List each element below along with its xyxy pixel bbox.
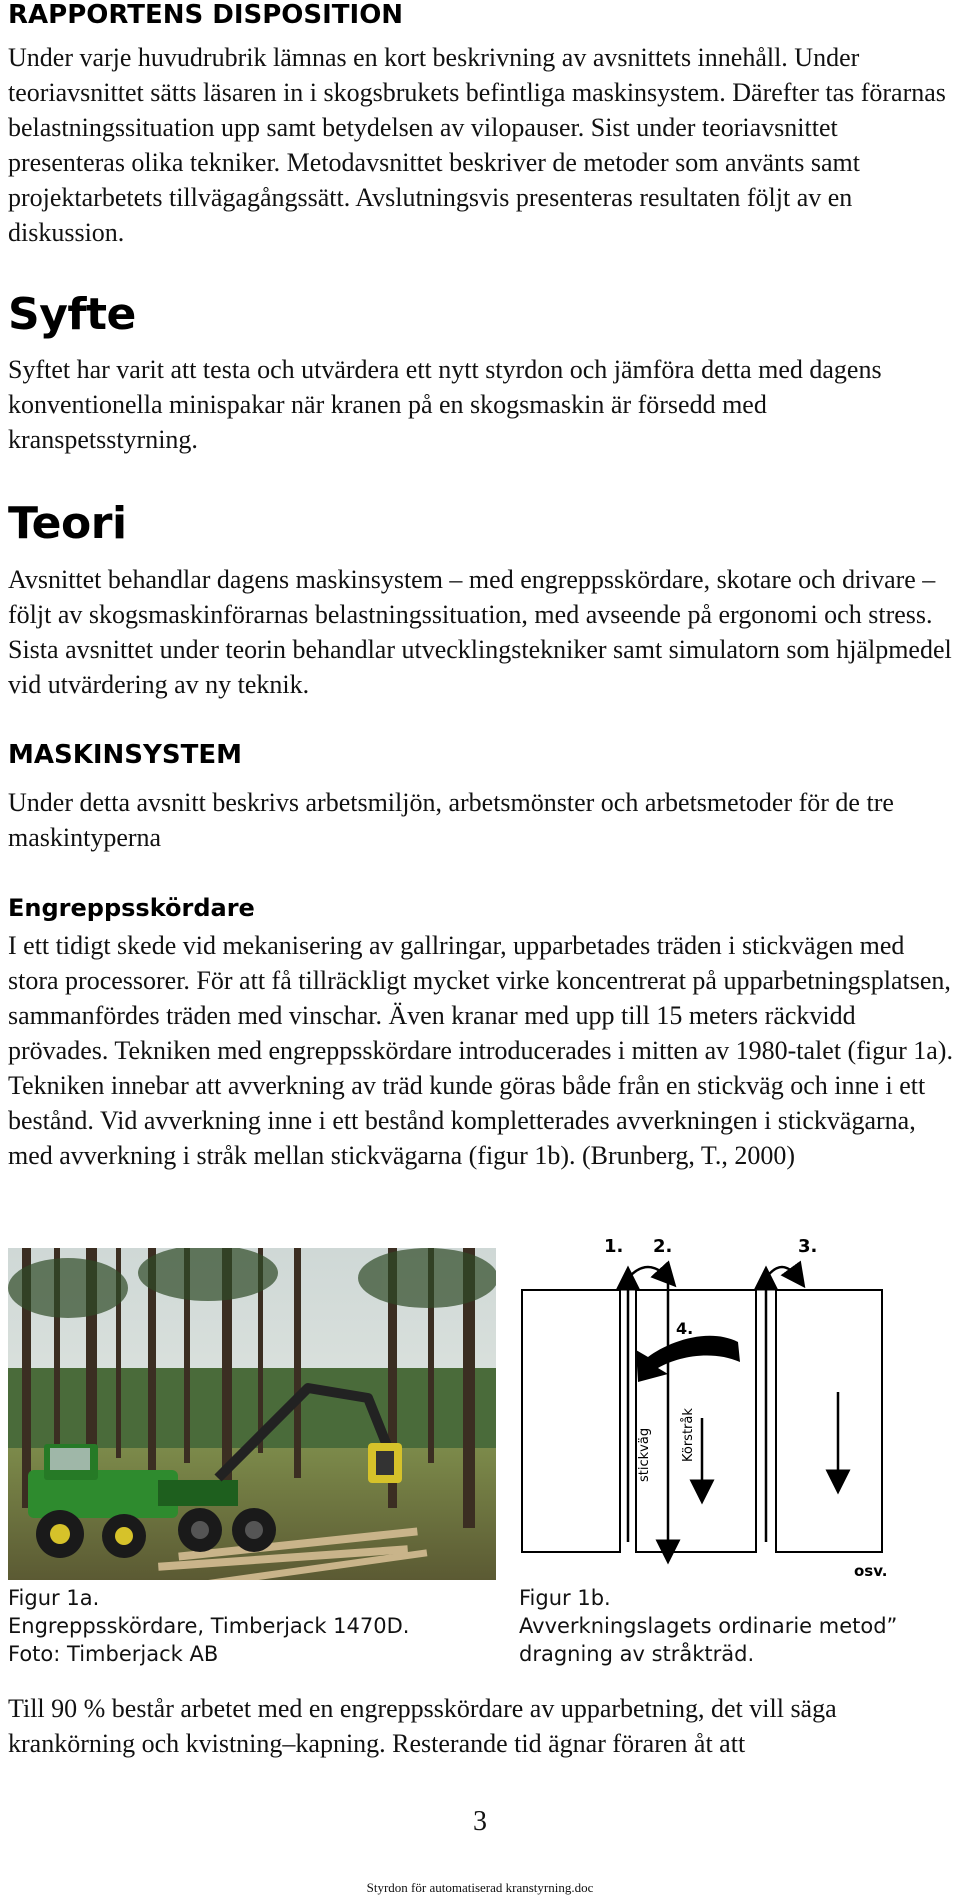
heading-maskinsystem: MASKINSYSTEM	[8, 740, 242, 770]
harvester-photo-image	[8, 1248, 496, 1580]
stand-block-2	[636, 1290, 756, 1552]
document-footer: Styrdon för automatiserad kranstyrning.doc	[366, 1880, 594, 1895]
figure-1a-caption	[8, 1584, 409, 1668]
paragraph-teori: Avsnittet behandlar dagens maskinsystem – med engreppsskördare, skotare och drivare – följt av skogsmaskinförarnas belastningssituation, med avseende på ergonomi och stress. Sista avsnittet under teorin behandlar utvecklingstekniker samt simulatorn som hjälpmedel vid utvärdering av ny teknik.	[8, 565, 952, 699]
diagram-label-2: 2.	[653, 1236, 673, 1257]
diagram-label-korstrak: Körstråk	[681, 1408, 696, 1462]
heading-teori: Teori	[8, 498, 127, 549]
caption-line: Figur 1a.	[8, 1586, 100, 1610]
caption-line: Engreppsskördare, Timberjack 1470D.	[8, 1614, 410, 1638]
paragraph-closing: Till 90 % består arbetet med en engreppsskördare av upparbetning, det vill säga krankörning och kvistning–kapning. Resterande tid ägnar föraren åt att	[8, 1694, 837, 1758]
paragraph-maskinsystem: Under detta avsnitt beskrivs arbetsmiljön, arbetsmönster och arbetsmetoder för de tre maskintyperna	[8, 788, 894, 852]
diagram-label-1: 1.	[604, 1236, 624, 1257]
harvesting-method-diagram	[508, 1222, 918, 1582]
section-heading-disposition: RAPPORTENS DISPOSITION	[8, 0, 404, 30]
diagram-label-osv: osv.	[854, 1562, 888, 1580]
paragraph-syfte: Syftet har varit att testa och utvärdera ett nytt styrdon och jämföra detta med dagens konventionella minispakar när kranen på en skogsmaskin är försedd med kranspetsstyrning.	[8, 355, 882, 454]
diagram-label-4: 4.	[676, 1319, 694, 1338]
figure-1b-caption	[519, 1584, 897, 1668]
caption-line: Figur 1b.	[519, 1586, 611, 1610]
diagram-label-stickvag: stickväg	[637, 1427, 652, 1482]
caption-line: Avverkningslagets ordinarie metod”	[519, 1614, 898, 1638]
heading-engreppsskordare: Engreppsskördare	[8, 894, 255, 922]
paragraph-engreppsskordare: I ett tidigt skede vid mekanisering av gallringar, upparbetades träden i stickvägen med stora processorer. För att få tillräckligt mycket virke koncentrerat på upparbetningsplatsen, sammanfördes träden med vinschar. Även kranar med upp till 15 meters räckvidd prövades. Tekniken med engreppsskördare introducerades i mitten av 1980-talet (figur 1a). Tekniken innebar att avverkning av träd kunde göras både från en stickväg och inne i ett bestånd. Vid avverkning inne i ett bestånd kompletterades avverkningen i stickvägarna, med avverkning i stråk mellan stickvägarna (figur 1b). (Brunberg, T., 2000)	[8, 931, 953, 1170]
page-number: 3	[473, 1806, 487, 1837]
heading-syfte: Syfte	[8, 289, 136, 340]
stand-block-3	[776, 1290, 882, 1552]
caption-line: Foto: Timberjack AB	[8, 1642, 219, 1666]
stand-block-1	[522, 1290, 620, 1552]
paragraph-disposition: Under varje huvudrubrik lämnas en kort beskrivning av avsnittets innehåll. Under teoriavsnittet sätts läsaren in i skogsbrukets befintliga maskinsystem. Därefter tas förarnas belastningssituation upp samt betydelsen av vilopauser. Sist under teoriavsnittet presenteras olika tekniker. Metodavsnittet beskriver de metoder som använts samt projektarbetets tillvägagångssätt. Avslutningsvis presenteras resultaten följt av en diskussion.	[8, 43, 946, 247]
caption-line: dragning av stråkträd.	[519, 1642, 755, 1666]
diagram-label-3: 3.	[798, 1236, 818, 1257]
figure-1a-photo	[8, 1248, 496, 1580]
figure-1b-diagram	[508, 1222, 918, 1582]
